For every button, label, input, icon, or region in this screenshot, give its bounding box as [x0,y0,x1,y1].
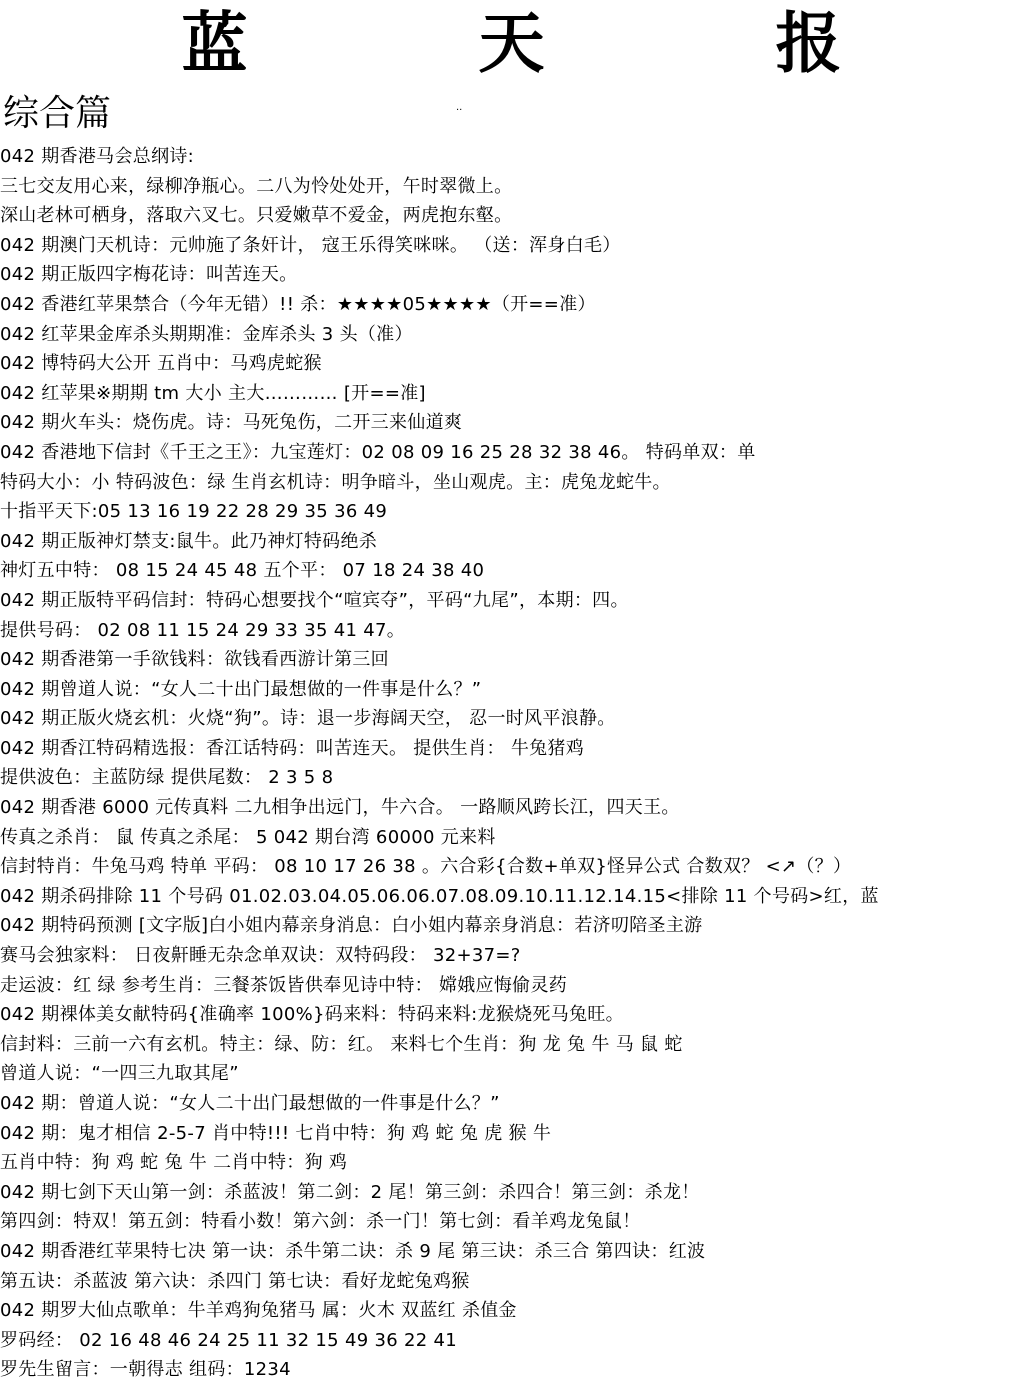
text-line: 042 期杀码排除 11 个号码 01.02.03.04.05.06.06.07.08.09.10.11.12.14.15<排除 11 个号码>红，蓝 [0,885,879,907]
text-line: 042 期香港第一手欲钱料：欲钱看西游计第三回 [0,649,389,671]
text-line: 042 期香江特码精选报：香江话特码：叫苦连天。 提供生肖： 牛兔猪鸡 [0,737,585,759]
text-line: 042 期澳门天机诗：元帅施了条奸计， 寇王乐得笑咪咪。 （送：浑身白毛） [0,234,621,256]
text-line: 042 期火车头：烧伤虎。诗：马死兔伤，二开三来仙道爽 [0,412,463,434]
text-line: 042 期：曾道人说：“女人二十出门最想做的一件事是什么？” [0,1093,500,1114]
text-line: 三七交友用心来，绿柳净瓶心。二八为怜处处开，午时翠微上。 [0,175,513,197]
text-line: 十指平天下:05 13 16 19 22 28 29 35 36 49 [0,501,388,523]
text-line: 五肖中特：狗 鸡 蛇 兔 牛 二肖中特：狗 鸡 [0,1152,348,1174]
text-line: 042 红苹果※期期 tm 大小 主大………… [开==准] [0,382,426,404]
text-line: 042 期正版火烧玄机：火烧“狗”。诗：退一步海阔天空， 忍一时风平浪静。 [0,708,616,730]
text-line: 第四剑：特双！第五剑：特看小数！第六剑：杀一门！第七剑：看羊鸡龙兔鼠！ [0,1211,641,1233]
text-line: 神灯五中特： 08 15 24 45 48 五个平： 07 18 24 38 40 [0,560,485,582]
content-lines [0,142,1023,1385]
page-title: 蓝 天 报 [181,4,946,82]
text-line: 曾道人说：“一四三九取其尾” [0,1063,239,1085]
text-line: 042 期香港马会总纲诗: [0,146,195,167]
text-line: 赛马会独家料： 日夜鼾睡无杂念单双诀：双特码段： 32+37=? [0,945,521,967]
text-line: 走运波：红 绿 参考生肖：三餐茶饭皆供奉见诗中特： 嫦娥应悔偷灵药 [0,974,568,996]
text-line: 042 期正版神灯禁支:鼠牛。此乃神灯特码绝杀 [0,530,378,552]
text-line: 042 期裸体美女献特码{准确率 100%}码来料：特码来料:龙猴烧死马兔旺。 [0,1004,624,1026]
text-line: 042 期罗大仙点歌单：牛羊鸡狗兔猪马 属：火木 双蓝红 杀值金 [0,1300,517,1322]
text-line: 042 香港地下信封《千王之王》：九宝莲灯：02 08 09 16 25 28 32 38 46。 特码单双：单 [0,441,756,463]
text-line: 提供波色：主蓝防绿 提供尾数： 2 3 5 8 [0,767,334,789]
text-line: 第五诀：杀蓝波 第六诀：杀四门 第七诀：看好龙蛇兔鸡猴 [0,1270,470,1292]
text-line: 提供号码： 02 08 11 15 24 29 33 35 41 47。 [0,619,406,641]
text-line: 042 期七剑下天山第一剑：杀蓝波！第二剑：2 尾！第三剑：杀四合！第三剑：杀龙！ [0,1181,700,1203]
text-line: 罗先生留言：一朝得志 组码：1234 [0,1359,291,1381]
text-line: 特码大小：小 特码波色：绿 生肖玄机诗：明争暗斗，坐山观虎。主：虎兔龙蛇牛。 [0,471,671,493]
text-line: 042 博特码大公开 五肖中：马鸡虎蛇猴 [0,353,322,375]
stray-mark: .. [456,102,463,113]
text-line: 042 香港红苹果禁合（今年无错）!! 杀：★★★★05★★★★（开==准） [0,293,596,315]
text-line: 深山老林可栖身，落取六叉七。只爱嫩草不爱金，两虎抱东壑。 [0,205,513,227]
text-line: 042 期：鬼才相信 2-5-7 肖中特!!! 七肖中特：狗 鸡 蛇 兔 虎 猴 牛 [0,1122,552,1144]
text-line: 042 期香港 6000 元传真料 二九相争出远门，牛六合。 一路顺风跨长江，四天王。 [0,797,680,819]
text-line: 042 期正版特平码信封：特码心想要找个“喧宾夺”，平码“九尾”，本期：四。 [0,589,629,611]
section-heading: 综合篇 [3,93,112,134]
text-line: 042 期正版四字梅花诗：叫苦连天。 [0,264,298,286]
text-line: 042 红苹果金库杀头期期准：金库杀头 3 头（准） [0,323,413,345]
text-line: 042 期曾道人说：“女人二十出门最想做的一件事是什么？” [0,678,482,700]
text-line: 信封料：三前一六有玄机。特主：绿、防：红。 来料七个生肖：狗 龙 兔 牛 马 鼠 蛇 [0,1033,683,1055]
text-line: 042 期特码预测 [文字版]白小姐内幕亲身消息：白小姐内幕亲身消息：若济叨陪圣主游 [0,915,703,937]
text-line: 罗码经： 02 16 48 46 24 25 11 32 15 49 36 22 41 [0,1329,458,1351]
text-line: 传真之杀肖： 鼠 传真之杀尾： 5 042 期台湾 60000 元来料 [0,826,496,848]
text-line: 信封特肖：牛兔马鸡 特单 平码： 08 10 17 26 38 。六合彩{合数+单双}怪异公式 合数双？ <↗（？） [0,856,852,878]
text-line: 042 期香港红苹果特七决 第一诀：杀牛第二诀：杀 9 尾 第三诀：杀三合 第四诀：红波 [0,1240,706,1262]
